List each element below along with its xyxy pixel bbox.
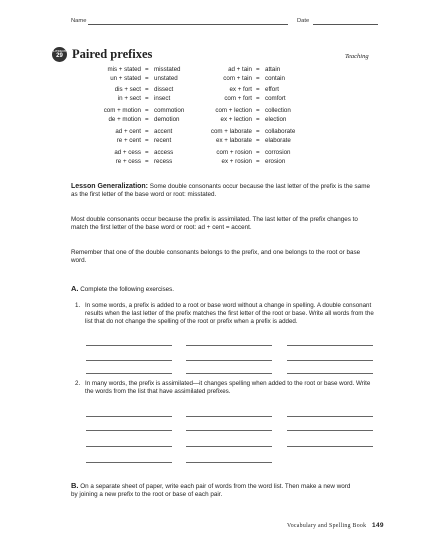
result-word: erosion [265,158,286,165]
date-line[interactable] [313,24,378,25]
section-b-text: On a separate sheet of paper, write each pair of words from the word list. Then make a new word by joining a new prefix to the root or base of each pair. [71,483,351,499]
equals-sign: = [145,95,149,102]
answer-line[interactable] [186,345,272,346]
result-word: contain [265,75,285,82]
answer-line[interactable] [86,446,172,447]
answer-line[interactable] [287,446,373,447]
equals-sign: = [256,128,260,135]
generalization-text-1: Some double consonants occur because the last letter of the prefix is the same as the first letter of the base word or root: misstated. [71,183,370,199]
equals-sign: = [256,95,260,102]
answer-line[interactable] [186,373,272,374]
answer-line[interactable] [186,430,272,431]
result-word: insect [154,95,171,102]
page-title: Paired prefixes [72,47,153,61]
name-label: Name [71,18,87,24]
answer-line[interactable] [86,360,172,361]
result-word: elaborate [265,137,291,144]
word-parts: ex + rosion [221,158,252,165]
equals-sign: = [145,158,149,165]
generalization-p3: Remember that one of the double consonants belongs to the prefix, and one belongs to the root or base word. [71,249,361,265]
result-word: comfort [265,95,286,102]
book-title: Vocabulary and Spelling Book [287,523,367,529]
result-word: demotion [154,116,180,123]
word-parts: ad + cess [114,149,141,156]
result-word: election [265,116,287,123]
result-word: accent [154,128,173,135]
equals-sign: = [145,86,149,93]
section-b-row [71,482,356,500]
result-word: recent [154,137,172,144]
lesson-number: 29 [56,53,63,59]
section-a-intro-row [71,285,371,294]
word-parts: ex + fort [229,86,252,93]
word-parts: un + stated [110,75,141,82]
q2-number: 2. [75,380,81,387]
word-parts: re + cess [115,158,141,165]
equals-sign: = [256,158,260,165]
equals-sign: = [256,66,260,73]
answer-line[interactable] [186,416,272,417]
section-b-letter: B. [71,481,79,490]
word-parts: ex + laborate [216,137,252,144]
answer-line[interactable] [287,345,373,346]
word-parts: com + fort [224,95,252,102]
word-parts: ad + tain [228,66,252,73]
equals-sign: = [145,149,149,156]
word-parts: mis + stated [107,66,141,73]
lesson-label: Lesson [53,48,66,53]
q1-number: 1. [75,302,81,309]
answer-line[interactable] [86,462,172,463]
word-parts: re + cent [116,137,141,144]
equals-sign: = [145,75,149,82]
result-word: unstated [154,75,178,82]
generalization-heading: Lesson Generalization: [71,183,149,190]
answer-line[interactable] [287,373,373,374]
word-parts: ex + lection [220,116,252,123]
word-parts: com + rosion [216,149,252,156]
answer-line[interactable] [186,462,272,463]
word-parts: com + laborate [210,128,252,135]
equals-sign: = [256,149,260,156]
result-word: commotion [154,107,185,114]
equals-sign: = [256,116,260,123]
word-parts: com + tain [223,75,252,82]
section-a-letter: A. [71,284,79,293]
answer-line[interactable] [287,360,373,361]
equals-sign: = [256,75,260,82]
name-line[interactable] [88,24,288,25]
word-parts: de + motion [108,116,141,123]
page-subtitle: Teaching [345,53,369,60]
word-parts: in + sect [117,95,141,102]
word-parts: com + lection [215,107,252,114]
lesson-badge [52,47,67,62]
generalization-p2: Most double consonants occur because the prefix is assimilated. The last letter of the prefix changes to match the first letter of the base word or root: ad + cent = accent. [71,216,358,232]
q2-text: In many words, the prefix is assimilated—it changes spelling when added to the root or base word. Write the words from the list that have assimilated prefixes. [85,380,371,396]
word-parts: com + motion [103,107,141,114]
section-a-intro: Complete the following exercises. [80,286,175,293]
answer-line[interactable] [86,430,172,431]
answer-line[interactable] [86,416,172,417]
answer-line[interactable] [186,446,272,447]
answer-line[interactable] [186,360,272,361]
answer-line[interactable] [287,416,373,417]
equals-sign: = [256,86,260,93]
equals-sign: = [256,137,260,144]
result-word: recess [154,158,173,165]
page-number: 149 [372,522,384,529]
equals-sign: = [145,137,149,144]
result-word: dissect [154,86,174,93]
equals-sign: = [256,107,260,114]
date-label: Date [297,18,310,24]
word-parts: dis + sect [114,86,141,93]
equals-sign: = [145,128,149,135]
result-word: access [154,149,174,156]
answer-line[interactable] [287,430,373,431]
result-word: misstated [154,66,181,73]
result-word: collection [265,107,291,114]
equals-sign: = [145,116,149,123]
q1-text: In some words, a prefix is added to a root or base word without a change in spelling. A double consonant results when the last letter of the prefix matches the first letter of the root or base. Write all words from the list that do not change the spelling of the root or prefix when a prefix is added. [85,302,374,326]
generalization-p1 [71,183,371,200]
result-word: attain [265,66,281,73]
result-word: collaborate [265,128,296,135]
equals-sign: = [145,107,149,114]
equals-sign: = [145,66,149,73]
result-word: effort [265,86,279,93]
result-word: corrosion [265,149,291,156]
answer-line[interactable] [86,345,172,346]
word-parts: ad + cent [115,128,141,135]
page-footer [287,522,384,529]
answer-line[interactable] [86,373,172,374]
